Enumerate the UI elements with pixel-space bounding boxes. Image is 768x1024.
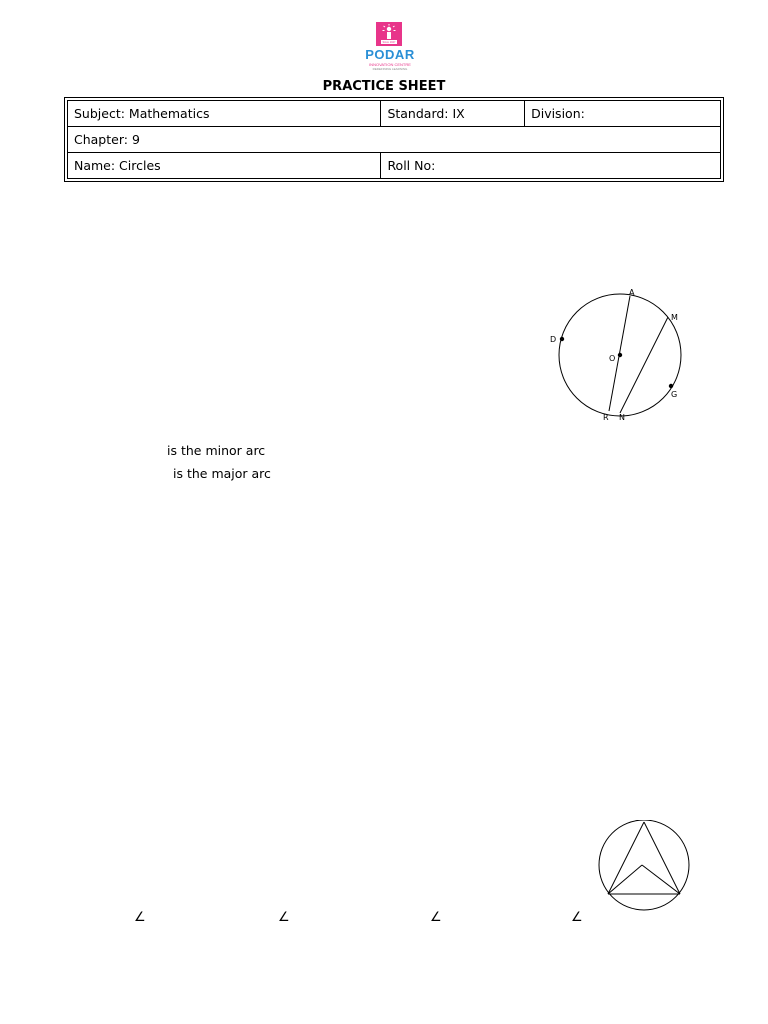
angle-symbol: ∠ — [571, 910, 583, 925]
subject-cell: Subject: Mathematics — [68, 101, 381, 127]
circle-outline — [599, 820, 689, 910]
label-d: D — [550, 335, 557, 344]
major-arc-statement: is the major arc — [173, 466, 271, 481]
table-row — [68, 101, 721, 127]
chord-mn — [620, 317, 668, 413]
inscribed-triangle-figure — [596, 820, 692, 912]
angle-symbol: ∠ — [278, 910, 290, 925]
label-n: N — [619, 413, 625, 422]
angle-symbol: ∠ — [134, 910, 146, 925]
triangle-side — [644, 822, 680, 894]
triangle-side — [608, 822, 644, 894]
label-m: M — [671, 313, 678, 322]
inner-line — [608, 865, 642, 894]
logo-subtitle: INNOVATION CENTRE — [369, 62, 411, 67]
logo-mark-icon — [376, 22, 402, 46]
table-row — [68, 153, 721, 179]
circle-chord-figure — [540, 282, 690, 427]
standard-cell: Standard: IX — [381, 101, 525, 127]
inner-line — [642, 865, 680, 894]
point-d — [560, 337, 564, 341]
svg-text:Since 1927: Since 1927 — [382, 41, 396, 44]
label-g: G — [671, 390, 678, 399]
table-row — [68, 127, 721, 153]
logo-tagline: REDEFINING LEARNING — [372, 67, 408, 71]
page-title: PRACTICE SHEET — [322, 79, 446, 94]
logo-brand: PODAR — [365, 47, 415, 62]
minor-arc-statement: is the minor arc — [167, 443, 266, 458]
point-o — [618, 353, 622, 357]
chapter-cell: Chapter: 9 — [68, 127, 721, 153]
name-cell: Name: Circles — [68, 153, 381, 179]
roll-cell: Roll No: — [381, 153, 721, 179]
school-logo — [356, 22, 424, 72]
division-cell: Division: — [525, 101, 721, 127]
angle-symbol: ∠ — [430, 910, 442, 925]
label-o: O — [609, 354, 616, 363]
point-g — [669, 384, 673, 388]
label-r: R — [603, 413, 609, 422]
info-table — [64, 97, 724, 182]
label-a: A — [629, 288, 635, 297]
